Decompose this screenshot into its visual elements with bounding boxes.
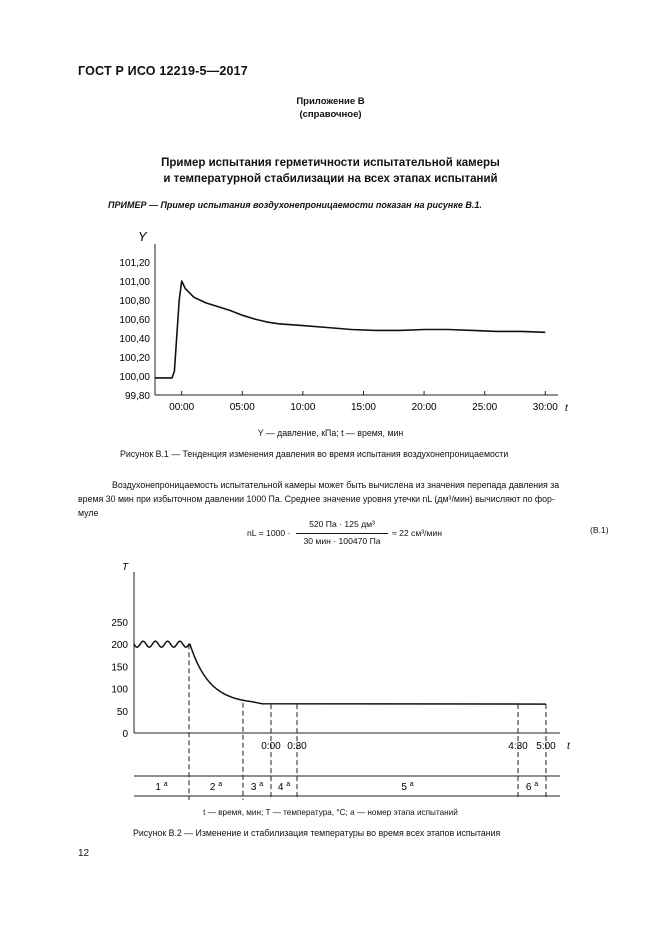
stage-label: 5 $^a$ <box>401 781 414 793</box>
pressure-series-line <box>155 281 545 378</box>
formula-lhs: nL = 1000 · <box>247 528 291 538</box>
paragraph-line2: время 30 мин при избыточном давлении 1000 Па. Среднее значение уровня утечки nL (дм³/мин) вычисляют по фор- <box>78 494 555 504</box>
figure2-plot <box>111 562 571 800</box>
y-tick-label: 250 <box>111 618 128 629</box>
x-tick-label: 5:00 <box>536 741 556 752</box>
x-tick-label: 30:00 <box>532 402 558 413</box>
y-tick-label: 0 <box>122 729 128 740</box>
x-tick-label: 4:30 <box>508 741 528 752</box>
formula-rhs: ≈ 22 см³/мин <box>392 528 442 538</box>
x-tick-label: 0:30 <box>287 741 307 752</box>
figure1-caption: Рисунок В.1 — Тенденция изменения давления во время испытания воздухонепроницаемости <box>120 449 509 459</box>
y-tick-label: 101,00 <box>119 277 150 288</box>
temperature-series-line <box>134 641 546 704</box>
paragraph-line1: Воздухонепроницаемость испытательной камеры может быть вычислена из значения перепада давления за <box>112 480 560 490</box>
stage-label: 3 $^a$ <box>250 781 264 793</box>
x-tick-label: 00:00 <box>169 402 195 413</box>
figure1-legend: Y — давление, кПа; t — время, мин <box>257 428 404 438</box>
example-text: ПРИМЕР — Пример испытания воздухонепроницаемости показан на рисунке В.1. <box>108 200 482 210</box>
y-tick-label: 99,80 <box>124 391 150 402</box>
x-tick-label: 25:00 <box>472 402 498 413</box>
y-axis-label: T <box>122 562 129 573</box>
stage-label: 4 $^a$ <box>277 781 291 793</box>
x-tick-label: 10:00 <box>290 402 316 413</box>
stage-label: 1 $^a$ <box>155 781 168 793</box>
paragraph-line3: муле <box>78 508 99 518</box>
y-tick-label: 100,80 <box>119 296 150 307</box>
annex-title: Приложение В <box>296 96 365 107</box>
annex-subtitle: (справочное) <box>299 109 362 120</box>
figure2-caption: Рисунок В.2 — Изменение и стабилизация температуры во время всех этапов испытания <box>133 828 501 838</box>
x-tick-label: 0:00 <box>261 741 281 752</box>
figure1-plot <box>119 229 569 414</box>
formula-denominator: 30 мин · 100470 Па <box>303 536 381 546</box>
section-title-line1: Пример испытания герметичности испытательной камеры <box>161 157 500 169</box>
y-tick-label: 100,60 <box>119 315 150 326</box>
x-axis-label: t <box>565 403 568 414</box>
page-number: 12 <box>78 848 90 859</box>
section-title-line2: и температурной стабилизации на всех этапах испытаний <box>163 173 498 185</box>
x-tick-label: 20:00 <box>411 402 437 413</box>
y-tick-label: 150 <box>111 662 128 674</box>
document-header: ГОСТ Р ИСО 12219-5—2017 <box>78 64 248 78</box>
x-tick-label: 15:00 <box>350 402 377 413</box>
fraction-bar <box>296 533 388 534</box>
y-tick-label: 50 <box>116 706 128 718</box>
y-tick-label: 100 <box>111 684 128 696</box>
figure2-legend: t — время, мин; T — температура, °C; a — номер этапа испытаний <box>203 808 458 817</box>
y-tick-label: 100,00 <box>119 372 150 383</box>
y-tick-label: 200 <box>111 640 128 652</box>
formula-number: (В.1) <box>590 525 609 535</box>
x-axis-label: t <box>567 741 570 752</box>
y-tick-label: 100,20 <box>119 353 150 364</box>
y-tick-label: 100,40 <box>119 334 150 345</box>
formula-numerator: 520 Па · 125 дм³ <box>309 519 375 529</box>
x-tick-label: 05:00 <box>229 402 255 413</box>
stage-label: 2 $^a$ <box>209 781 223 793</box>
y-tick-label: 101,20 <box>119 258 150 269</box>
y-axis-label: Y <box>138 229 147 244</box>
stage-label: 6 $^a$ <box>525 781 539 793</box>
